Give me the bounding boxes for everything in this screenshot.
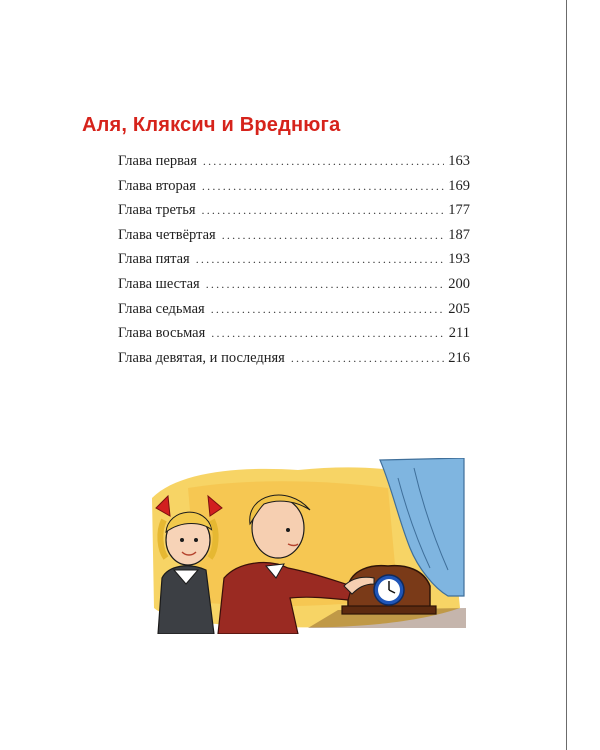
toc-entry-page: 211 (448, 325, 470, 342)
toc-entry[interactable] (118, 251, 470, 276)
toc-entry-page: 205 (448, 300, 470, 317)
toc-leader-dots (202, 179, 444, 194)
toc-leader-dots (222, 228, 445, 243)
toc-entry[interactable] (118, 276, 470, 301)
toc-entry-page: 193 (448, 251, 470, 268)
children-clock-illustration (148, 458, 466, 634)
toc-leader-dots (211, 326, 445, 341)
toc-leader-dots (203, 154, 444, 169)
toc-entry[interactable] (118, 325, 470, 350)
table-of-contents (118, 153, 470, 374)
toc-entry-label: Глава девятая, и последняя (118, 349, 285, 366)
toc-entry-label: Глава первая (118, 153, 197, 169)
toc-entry-page: 169 (448, 177, 470, 194)
toc-leader-dots (206, 277, 445, 292)
toc-entry[interactable] (118, 350, 470, 375)
toc-entry-label: Глава четвёртая (118, 226, 216, 243)
toc-entry[interactable] (118, 178, 470, 203)
toc-leader-dots (211, 302, 445, 317)
toc-entry-label: Глава восьмая (118, 325, 206, 342)
toc-entry-page: 200 (448, 275, 470, 292)
toc-entry[interactable] (118, 227, 470, 252)
toc-entry-label: Глава седьмая (118, 300, 205, 317)
toc-entry-label: Глава третья (118, 202, 196, 219)
toc-entry-label: Глава вторая (118, 177, 196, 194)
toc-entry-page: 216 (448, 349, 470, 366)
toc-leader-dots (291, 351, 444, 366)
toc-leader-dots (196, 252, 445, 267)
page-edge-line (566, 0, 567, 750)
toc-entry-page: 187 (448, 226, 470, 243)
toc-entry-label: Глава пятая (118, 251, 190, 268)
toc-entry[interactable] (118, 202, 470, 227)
toc-entry[interactable] (118, 153, 470, 178)
toc-entry-page: 177 (448, 202, 470, 219)
story-title: Аля, Кляксич и Вреднюга (82, 114, 341, 136)
toc-entry-page: 163 (448, 153, 470, 169)
toc-entry[interactable] (118, 301, 470, 326)
toc-leader-dots (202, 203, 445, 218)
toc-entry-label: Глава шестая (118, 275, 200, 292)
